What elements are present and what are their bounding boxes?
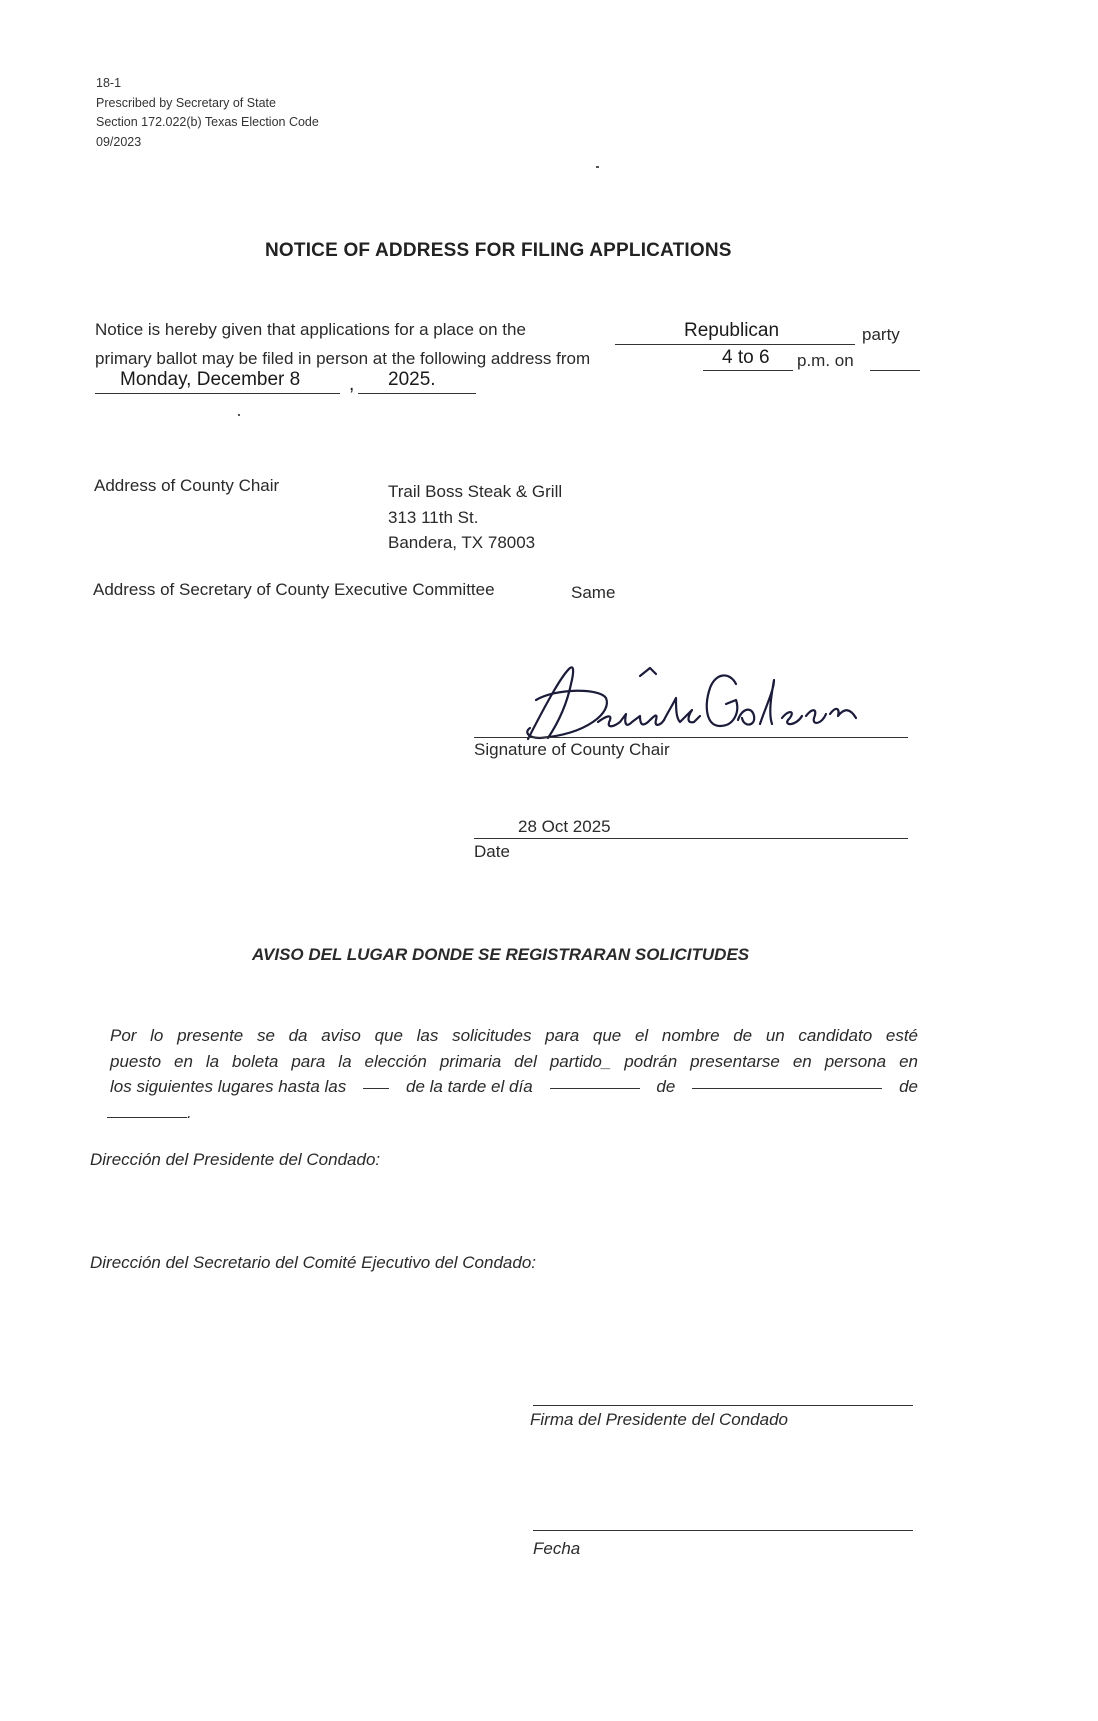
hasta-las-text: los siguientes lugares hasta las — [110, 1077, 347, 1096]
spanish-paragraph — [110, 1023, 918, 1125]
spanish-title: AVISO DEL LUGAR DONDE SE REGISTRARAN SOLICITUDES — [252, 945, 750, 964]
english-title: NOTICE OF ADDRESS FOR FILING APPLICATIONS — [265, 240, 732, 261]
spanish-date-label: Fecha — [533, 1539, 581, 1558]
spanish-para-line-4 — [110, 1100, 918, 1126]
de-text-2: de — [899, 1077, 918, 1096]
revision-date: 09/2023 — [96, 134, 142, 149]
signature-line — [474, 737, 908, 738]
scan-speck — [596, 166, 599, 168]
prescribed-by: Prescribed by Secretary of State — [96, 95, 276, 110]
date-comma: , — [349, 374, 355, 395]
para-end-period: . — [187, 1102, 192, 1122]
notice-line-1: Notice is hereby given that applications for a place on the — [95, 320, 526, 339]
time-underline — [703, 370, 793, 371]
hour-blank — [363, 1074, 389, 1089]
notice-line-2: primary ballot may be filed in person at the following address from — [95, 349, 591, 368]
form-number: 18-1 — [96, 76, 122, 90]
spanish-secretary-label: Dirección del Secretario del Comité Ejecutivo del Condado: — [90, 1253, 537, 1272]
signature-label: Signature of County Chair — [474, 740, 670, 759]
party-underline — [615, 344, 855, 345]
year-value: 2025. — [388, 369, 436, 390]
section-reference: Section 172.022(b) Texas Election Code — [96, 115, 319, 129]
spanish-date-line — [533, 1530, 913, 1531]
party-label: party — [862, 325, 900, 344]
spanish-signature-label: Firma del Presidente del Condado — [530, 1410, 788, 1429]
year-underline — [358, 393, 476, 394]
scan-speck — [238, 414, 240, 416]
address-line-2: 313 11th St. — [388, 507, 479, 527]
spanish-chair-label: Dirección del Presidente del Condado: — [90, 1150, 381, 1169]
spanish-para-line-2: puesto en la boleta para la elección primaria del partido_ podrán presentarse en persona en — [110, 1051, 918, 1071]
spanish-signature-line — [533, 1405, 913, 1406]
month-blank — [692, 1074, 882, 1089]
form-header — [96, 74, 319, 152]
date-signed-line — [474, 838, 908, 839]
de-text-1: de — [656, 1077, 676, 1096]
party-value: Republican — [684, 320, 780, 341]
tarde-dia-text: de la tarde el día — [406, 1077, 533, 1096]
signature-text — [560, 700, 566, 701]
pm-on-label: p.m. on — [797, 351, 854, 370]
date-signed-value: 28 Oct 2025 — [518, 817, 611, 836]
county-chair-address — [388, 479, 562, 556]
date-underline — [95, 393, 340, 394]
address-line-3: Bandera, TX 78003 — [388, 533, 536, 552]
spanish-para-line-3 — [110, 1074, 918, 1100]
secretary-label: Address of Secretary of County Executive Committee — [93, 580, 495, 599]
year-blank — [107, 1103, 187, 1118]
date-value: Monday, December 8 — [120, 369, 301, 390]
county-chair-label: Address of County Chair — [94, 476, 280, 495]
time-value: 4 to 6 — [722, 347, 770, 368]
pm-on-underline — [870, 370, 920, 371]
date-label: Date — [474, 842, 510, 861]
day-blank — [550, 1074, 640, 1089]
address-line-1: Trail Boss Steak & Grill — [388, 482, 563, 501]
spanish-para-line-1: Por lo presente se da aviso que las solicitudes para que el nombre de un candidato esté — [110, 1026, 918, 1045]
secretary-value: Same — [571, 583, 616, 602]
